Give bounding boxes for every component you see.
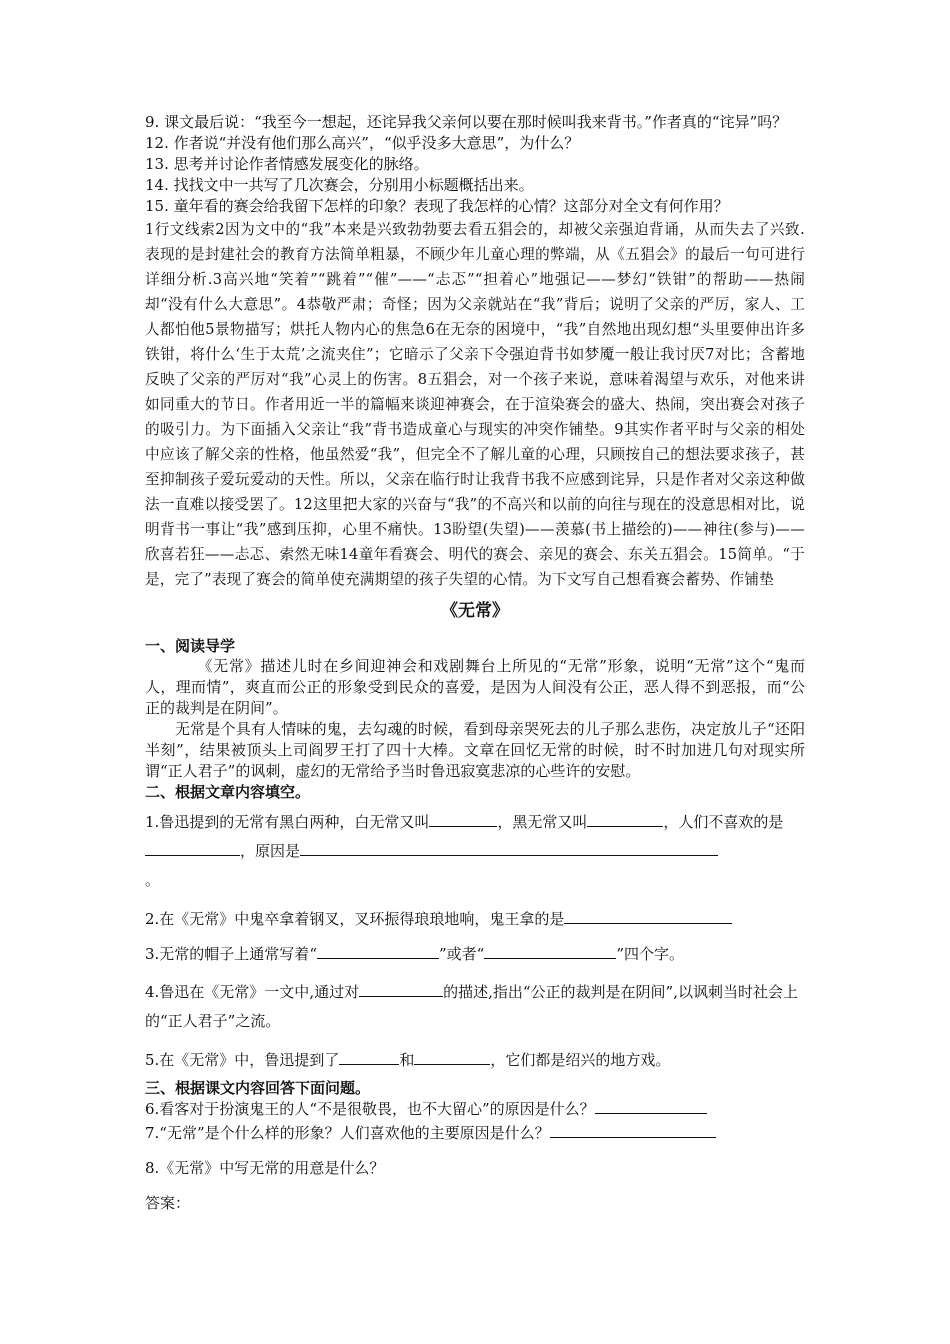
section-title: 《无常》: [441, 601, 509, 621]
question-9: 9. 课文最后说：“我至今一想起，还诧异我父亲何以要在那时候叫我来背书。”作者真的“诧异”吗？: [145, 113, 788, 131]
blank-white-wuchang[interactable]: [429, 811, 497, 827]
question-8: 8.《无常》中写无常的用意是什么？: [145, 1159, 385, 1177]
fill-question-4: 4.鲁迅在《无常》一文中,通过对 的描述,指出“公正的裁判是在阴间”,以讽刺当时社会上的“正人君子”之流。: [145, 983, 798, 1030]
answer-line-7[interactable]: [550, 1122, 716, 1138]
question-6: 6.看客对于扮演鬼王的人“不是很敬畏，也不大留心”的原因是什么？: [145, 1098, 805, 1120]
blank-ghost-king-item[interactable]: [564, 908, 732, 924]
section3-heading: 三、根据课文内容回答下面问题。: [145, 1079, 371, 1097]
fill-question-2: 2.在《无常》中鬼卒拿着钢叉，叉环振得琅琅地响，鬼王拿的是: [145, 902, 805, 937]
question-15: 15. 童年看的赛会给我留下怎样的印象？表现了我怎样的心情？这部分对全文有何作用？: [145, 197, 729, 215]
question-14: 14. 找找文中一共写了几次赛会，分别用小标题概括出来。: [145, 176, 534, 194]
fill-question-1: 1.鲁迅提到的无常有黑白两种，白无常又叫 ，黑无常又叫 ，人们不喜欢的是，原因是 。: [145, 813, 784, 889]
blank-opera-2[interactable]: [414, 1049, 490, 1065]
blank-description-target[interactable]: [359, 981, 443, 997]
blank-reason[interactable]: [300, 840, 718, 856]
reading-guide-para2: 无常是个具有人情味的鬼，去勾魂的时候，看到母亲哭死去的儿子那么悲伤，决定放儿子“还阳半刻”，结果被顶头上司阎罗王打了四十大棒。文章在回忆无常的时候，时不时加进几句对现实所谓“正人君子”的讽刺，虚幻的无常给予当时鲁迅寂寞悲凉的心些许的安慰。: [145, 720, 805, 780]
reading-guide-para1: 《无常》描述儿时在乡间迎神会和戏剧舞台上所见的“无常”形象，说明“无常”这个“鬼而人，理而情”，爽直而公正的形象受到民众的喜爱，是因为人间没有公正，恶人得不到恶报，而“公正的裁判是在阴间”。: [145, 657, 805, 717]
fill-question-3: 3.无常的帽子上通常写着“ ”或者“ ”四个字。: [145, 945, 684, 963]
answer-line-6[interactable]: [595, 1098, 707, 1114]
question-13: 13. 思考并讨论作者情感发展变化的脉络。: [145, 155, 429, 173]
blank-black-wuchang[interactable]: [587, 811, 663, 827]
blank-disliked[interactable]: [145, 840, 240, 856]
answer-label: 答案：: [145, 1194, 191, 1212]
fill-question-5: 5.在《无常》中，鲁迅提到了 和 ，它们都是绍兴的地方戏。: [145, 1051, 671, 1069]
blank-opera-1[interactable]: [339, 1049, 399, 1065]
blank-hat-text-1[interactable]: [317, 943, 439, 959]
question-12: 12. 作者说“并没有他们那么高兴”，“似乎没多大意思”，为什么？: [145, 134, 580, 152]
blank-hat-text-2[interactable]: [484, 943, 616, 959]
question-7: 7.“无常”是个什么样的形象？人们喜欢他的主要原因是什么？: [145, 1122, 805, 1144]
document-page: [145, 112, 805, 1229]
section2-heading: 二、根据文章内容填空。: [145, 783, 311, 801]
section1-heading: 一、阅读导学: [145, 637, 236, 655]
answer-block: 1行文线索2因为文中的“我”本来是兴致勃勃要去看五猖会的，却被父亲强迫背诵，从而失去了兴致.表现的是封建社会的教育方法简单粗暴，不顾少年儿童心理的弊端，从《五猖会》的最后一句可进行详细分析.3高兴地“笑着”“跳着”“催”——“忐忑”“担着心”地强记——梦幻“铁钳”的帮助——热闹却“没有什么大意思”。4恭敬严肃；奇怪；因为父亲就站在“我”背后；说明了父亲的严厉，家人、工人都怕他5景物描写；烘托人物内心的焦急6在无奈的困境中，“我”自然地出现幻想“头里要伸出许多铁钳，将什么‘生于太荒’之流夹住”；它暗示了父亲下令强迫背书如梦魇一般让我讨厌7对比；含蓄地反映了父亲的严厉对“我”心灵上的伤害。8五猖会，对一个孩子来说，意味着渴望与欢乐，对他来讲如同重大的节日。作者用近一半的篇幅来谈迎神赛会，在于渲染赛会的盛大、热闹，突出赛会对孩子的吸引力。为下面插入父亲让“我”背书造成童心与现实的冲突作铺垫。9其实作者平时与父亲的相处中应该了解父亲的性格，他虽然爱“我”，但完全不了解儿童的心理，只顾按自己的想法要求孩子，甚至抑制孩子爱玩爱动的天性。所以，父亲在临行时让我背书我不应感到诧异，只是作者对父亲这种做法一直难以接受罢了。12这里把大家的兴奋与“我”的不高兴和以前的向往与现在的没意思相对比，说明背书一事让“我”感到压抑，心里不痛快。13盼望(失望)——羡慕(书上描绘的)——神往(参与)——欣喜若狂——忐忑、索然无味14童年看赛会、明代的赛会、亲见的赛会、东关五猖会。15简单。“于是，完了”表现了赛会的简单使充满期望的孩子失望的心情。为下文写自己想看赛会蓄势、作铺垫: [145, 221, 805, 588]
questions-top: [145, 112, 805, 217]
